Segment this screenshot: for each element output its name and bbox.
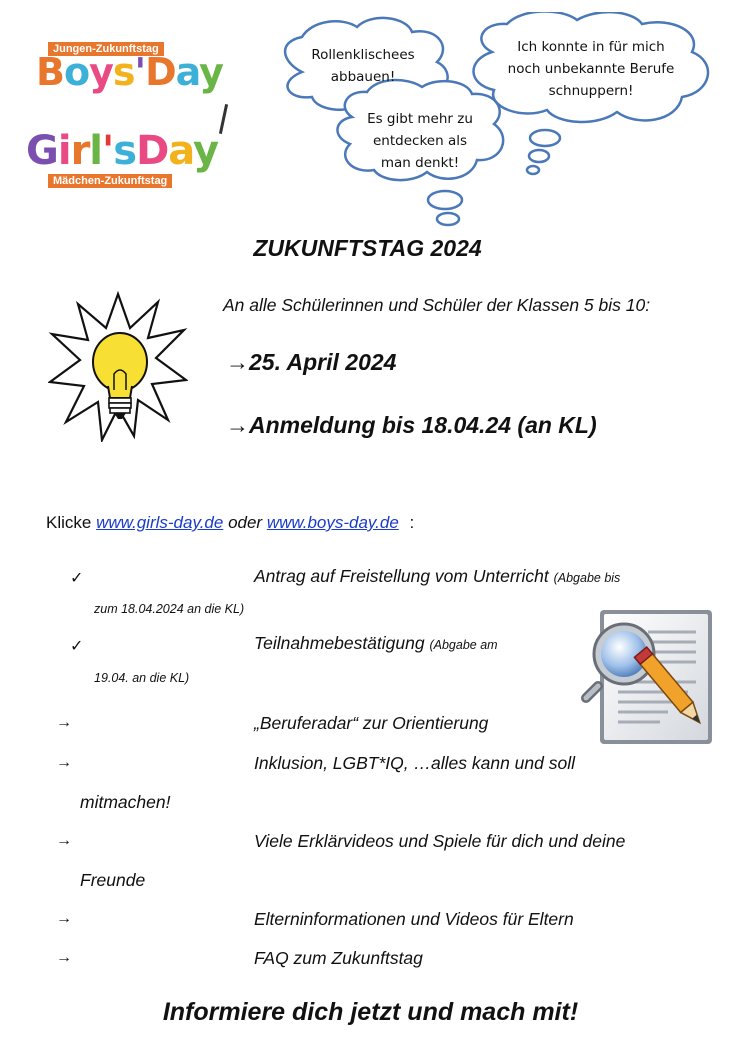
cloud-text-line: entdecken als xyxy=(373,133,467,149)
document-magnifier-icon xyxy=(578,606,726,748)
registration-deadline xyxy=(226,412,597,439)
audience-text: An alle Schülerinnen und Schüler der Klassen 5 bis 10: xyxy=(223,295,651,315)
arrow-icon: → xyxy=(56,832,72,849)
registration-deadline-text: Anmeldung bis 18.04.24 (an KL) xyxy=(249,412,597,438)
list-item-text: Teilnahmebestätigung xyxy=(254,633,425,653)
boys-day-logo: Boys'Day xyxy=(36,50,223,94)
list-item-inklusion-cont: mitmachen! xyxy=(80,792,171,812)
colon-label: : xyxy=(409,513,415,532)
cloud-text-line: Rollenklischees xyxy=(311,47,415,63)
check-icon: ✓ xyxy=(70,570,84,587)
boys-day-tagline: Jungen-Zukunftstag xyxy=(48,42,164,56)
cloud-mehr-entdecken xyxy=(350,108,490,174)
girls-day-tagline: Mädchen-Zukunftstag xyxy=(48,174,172,188)
arrow-icon: → xyxy=(56,910,72,927)
arrow-icon: → xyxy=(56,754,72,771)
list-item-note: (Abgabe am xyxy=(429,638,498,652)
call-to-action: Informiere dich jetzt und mach mit! xyxy=(162,998,579,1026)
boys-day-link[interactable]: www.boys-day.de xyxy=(266,513,399,532)
cloud-text-line: noch unbekannte Berufe xyxy=(507,61,675,77)
list-item-freistellung xyxy=(254,566,620,587)
arrow-icon: → xyxy=(226,412,249,438)
list-item-beruferadar: „Beruferadar“ zur Orientierung xyxy=(254,713,489,733)
cloud-berufe-schnuppern xyxy=(496,36,686,102)
links-line xyxy=(46,513,414,533)
title-text: ZUKUNFTSTAG 2024 xyxy=(253,235,482,261)
event-date-text: 25. April 2024 xyxy=(249,349,397,375)
arrow-icon: → xyxy=(56,949,72,966)
cloud-text-line: abbauen! xyxy=(330,69,396,85)
cloud-text-line: Es gibt mehr zu xyxy=(367,111,473,127)
list-item-note: 19.04. an die KL) xyxy=(94,671,190,685)
list-item-text: Antrag auf Freistellung vom Unterricht xyxy=(254,566,549,586)
list-item-faq: FAQ zum Zukunftstag xyxy=(254,948,423,968)
page-title xyxy=(0,235,741,262)
stray-mark xyxy=(219,104,228,134)
list-item-teilnahme xyxy=(254,633,498,654)
cloud-rollenklischees xyxy=(298,44,428,88)
cloud-text-line: schnuppern! xyxy=(548,83,634,99)
arrow-icon: → xyxy=(56,714,72,731)
list-item-note: (Abgabe bis xyxy=(553,571,621,585)
cloud-text-line: Ich konnte in für mich xyxy=(517,39,665,55)
event-date xyxy=(226,349,396,376)
oder-label: oder xyxy=(228,513,263,532)
list-item-elterninfo: Elterninformationen und Videos für Eltern xyxy=(254,909,574,929)
arrow-icon: → xyxy=(226,349,249,375)
girls-day-link[interactable]: www.girls-day.de xyxy=(96,513,224,532)
list-item-erklaervideos: Viele Erklärvideos und Spiele für dich und deine xyxy=(254,831,626,851)
list-item-note: zum 18.04.2024 an die KL) xyxy=(94,602,245,616)
cloud-text-line: man denkt! xyxy=(380,155,460,171)
girls-day-logo: Girl'sDay xyxy=(26,128,219,174)
klicke-label: Klicke xyxy=(46,513,92,532)
check-icon: ✓ xyxy=(70,638,84,655)
lightbulb-icon xyxy=(48,290,188,442)
list-item-erklaervideos-cont: Freunde xyxy=(80,870,146,890)
list-item-inklusion: Inklusion, LGBT*IQ, …alles kann und soll xyxy=(254,753,575,773)
